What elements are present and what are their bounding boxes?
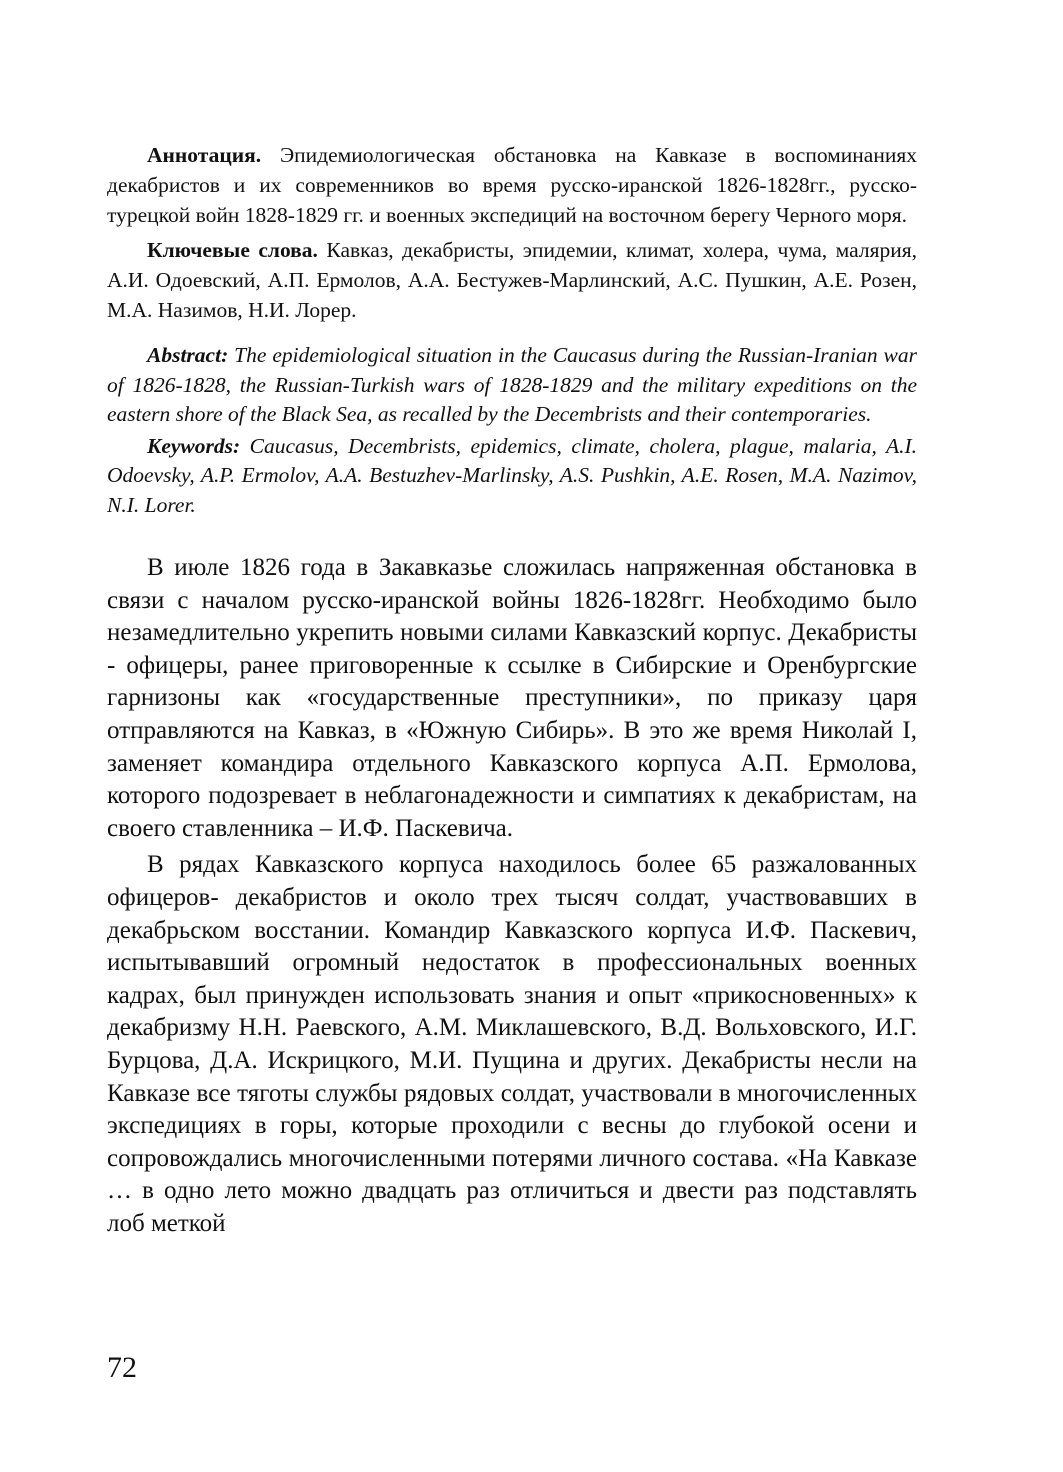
keywords-en-text: Caucasus, Decembrists, epidemics, climate, cholera, plague, malaria, A.I. Odoevsky, A.P. Ermolov, A.A. Bestuzhev-Marlinsky, A.S. Pushkin, A.E. Rosen, M.A. Nazimov, N.I. Lorer.	[107, 433, 917, 517]
abstract-en-label: Abstract:	[147, 343, 229, 367]
keywords-ru-label: Ключевые слова.	[147, 238, 318, 262]
english-abstract-block	[107, 341, 917, 520]
body-paragraph-1: В июле 1826 года в Закавказье сложилась напряженная обстановка в связи с началом русско-иранской войны 1826-1828гг. Необходимо было незамедлительно укрепить новыми силами Кавказский корпус. Декабристы - офицеры, ранее приговоренные к ссылке в Сибирские и Оренбургские гарнизоны как «государственные преступники», по приказу царя отправляются на Кавказ, в «Южную Сибирь». В это же время Николай I, заменяет командира отдельного Кавказского корпуса А.П. Ермолова, которого подозревает в неблагонадежности и симпатиях к декабристам, на своего ставленника – И.Ф. Паскевича.	[107, 554, 917, 842]
body-paragraph-2: В рядах Кавказского корпуса находилось более 65 разжалованных офицеров- декабристов и около трех тысяч солдат, участвовавших в декабрьском восстании. Командир Кавказского корпуса И.Ф. Паскевич, испытывавший огромный недостаток в профессиональных военных кадрах, был принужден использовать знания и опыт «прикосновенных» к декабризму Н.Н. Раевского, А.М. Миклашевского, В.Д. Вольховского, И.Г. Бурцова, Д.А. Искрицкого, М.И. Пущина и других. Декабристы несли на Кавказе все тяготы службы рядовых солдат, участвовали в многочисленных экспедициях в горы, которые проходили с весны до глубокой осени и сопровождались многочисленными потерями личного состава. «На Кавказе … в одно лето можно двадцать раз отличиться и двести раз подставлять лоб меткой	[107, 851, 917, 1237]
page-content	[107, 140, 917, 1240]
abstract-en-text: The epidemiological situation in the Caucasus during the Russian-Iranian war of 1826-1828, the Russian-Turkish wars of 1828-1829 and the military expeditions on the eastern shore of the Black Sea, as recalled by the Decembrists and their contemporaries.	[107, 343, 917, 426]
abstract-en-paragraph	[107, 341, 917, 430]
body-text	[107, 552, 917, 1240]
keywords-ru-paragraph	[107, 235, 917, 325]
annotation-label: Аннотация.	[147, 143, 262, 167]
annotation-text: Эпидемиологическая обстановка на Кавказе в воспоминаниях декабристов и их современников во время русско-иранской 1826-1828гг., русско-турецкой войн 1828-1829 гг. и военных экспедиций на восточном берегу Черного моря.	[107, 143, 917, 227]
russian-abstract-block	[107, 140, 917, 325]
keywords-ru-text: Кавказ, декабристы, эпидемии, климат, холера, чума, малярия, А.И. Одоевский, А.П. Ермолов, А.А. Бестужев-Марлинский, А.С. Пушкин, А.Е. Розен, М.А. Назимов, Н.И. Лорер.	[107, 238, 917, 322]
keywords-en-paragraph	[107, 432, 917, 521]
annotation-paragraph	[107, 140, 917, 230]
keywords-en-label: Keywords:	[147, 433, 241, 458]
page-number: 72	[107, 1351, 137, 1384]
